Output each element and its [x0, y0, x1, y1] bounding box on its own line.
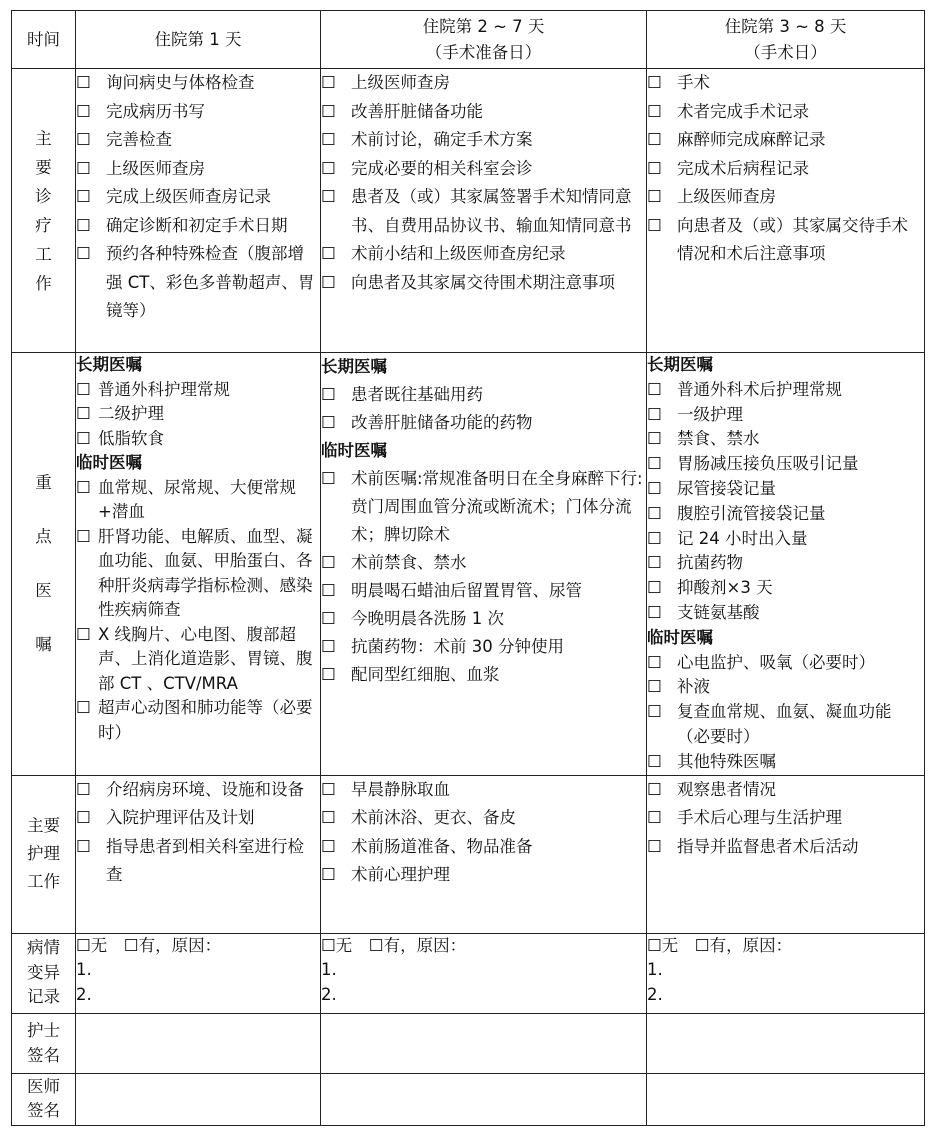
checklist-item[interactable]: ☐ 入院护理评估及计划	[76, 804, 320, 833]
checklist-item[interactable]: ☐ 抑酸剂×3 天	[647, 576, 924, 601]
variation-reason-2[interactable]: 2.	[76, 984, 92, 1004]
variation-options[interactable]: ☐无 ☐有，原因：	[321, 935, 467, 955]
checklist-item[interactable]: ☐ 指导患者到相关科室进行检查	[76, 833, 320, 890]
checklist-item[interactable]: ☐ 术前沐浴、更衣、备皮	[321, 804, 646, 833]
checkbox-icon[interactable]: ☐	[647, 73, 662, 92]
checklist-item[interactable]: ☐ 询问病史与体格检查	[76, 69, 320, 98]
row-doctor-signature	[12, 1073, 925, 1125]
checkbox-icon[interactable]: ☐	[76, 158, 91, 178]
checklist-item[interactable]: ☐ 向患者及（或）其家属交待手术情况和术后注意事项	[647, 212, 924, 269]
checklist-item[interactable]: ☐ 一级护理	[647, 403, 924, 428]
row-main-work	[12, 69, 925, 353]
checkbox-icon[interactable]: ☐	[321, 130, 336, 149]
checkbox-icon[interactable]: ☐	[76, 244, 91, 263]
checkbox-icon[interactable]: ☐	[76, 698, 91, 717]
checklist-item[interactable]: ☐ 术前心理护理	[321, 861, 646, 890]
checklist-item[interactable]: ☐ 完成术后病程记录	[647, 155, 924, 184]
checkbox-icon[interactable]: ☐	[321, 469, 336, 488]
checkbox-icon[interactable]: ☐	[647, 553, 662, 573]
checklist-item[interactable]: ☐ 完善检查	[76, 126, 320, 155]
temporary-orders-title: 临时医嘱	[321, 441, 387, 460]
checkbox-icon[interactable]: ☐	[647, 528, 662, 548]
checkbox-icon[interactable]: ☐	[647, 158, 662, 178]
label-doctor-signature: 医师 签名	[12, 1073, 76, 1125]
checklist-item[interactable]: ☐ 普通外科术后护理常规	[647, 378, 924, 403]
checklist-item[interactable]: ☐ 上级医师查房	[647, 183, 924, 212]
checkbox-icon[interactable]: ☐	[647, 130, 662, 149]
nurse-signature-day1[interactable]	[76, 1013, 321, 1073]
label-main-work: 主 要 诊 疗 工 作	[12, 69, 76, 353]
checklist-item[interactable]: ☐ 腹腔引流管接袋记量	[647, 502, 924, 527]
checklist-item[interactable]: ☐ 预约各种特殊检查（腹部增强 CT、彩色多普勒超声、胃镜等）	[76, 240, 320, 326]
checklist-item[interactable]: ☐ 患者及（或）其家属签署手术知情同意书、自费用品协议书、输血知情同意书	[321, 183, 646, 240]
checkbox-icon[interactable]: ☐	[76, 101, 91, 121]
variation-options[interactable]: ☐无 ☐有，原因：	[647, 935, 793, 955]
checkbox-icon[interactable]: ☐	[647, 429, 662, 449]
checklist-item[interactable]: ☐ 介绍病房环境、设施和设备	[76, 776, 320, 805]
checkbox-icon[interactable]: ☐	[321, 413, 336, 432]
checklist-item[interactable]: ☐ 上级医师查房	[76, 155, 320, 184]
checkbox-icon[interactable]: ☐	[76, 130, 91, 149]
variation-reason-2[interactable]: 2.	[647, 984, 663, 1004]
checkbox-icon[interactable]: ☐	[76, 187, 91, 206]
variation-reason-1[interactable]: 1.	[647, 960, 663, 980]
checkbox-icon[interactable]: ☐	[647, 779, 662, 799]
nurse-signature-day3[interactable]	[647, 1013, 925, 1073]
checklist-item[interactable]: ☐ 上级医师查房	[321, 69, 646, 98]
row-key-orders	[12, 353, 925, 776]
long-term-orders-title: 长期医嘱	[321, 357, 387, 376]
checklist-item[interactable]: ☐ 肝肾功能、电解质、血型、凝血功能、血氨、甲胎蛋白、各种肝炎病毒学指标检测、感染性疾病筛查	[76, 526, 313, 619]
clinical-pathway-table	[11, 10, 925, 1126]
checkbox-icon[interactable]: ☐	[647, 478, 662, 498]
checklist-item[interactable]: ☐ 术前禁食、禁水	[321, 549, 646, 577]
checklist-item[interactable]: ☐ 禁食、禁水	[647, 427, 924, 452]
checkbox-icon[interactable]: ☐	[647, 503, 662, 523]
checklist-item[interactable]: ☐ 麻醉师完成麻醉记录	[647, 126, 924, 155]
header-row	[12, 11, 925, 69]
checklist-item[interactable]: ☐ 支链氨基酸	[647, 601, 924, 626]
variation-reason-1[interactable]: 1.	[321, 960, 337, 980]
checkbox-icon[interactable]: ☐	[647, 602, 662, 622]
checklist-item[interactable]: ☐ 尿管接袋记量	[647, 477, 924, 502]
checklist-item[interactable]: ☐ 血常规、尿常规、大便常规+潜血	[76, 477, 296, 521]
checkbox-icon[interactable]: ☐	[647, 751, 662, 771]
variation-day2[interactable]	[321, 933, 647, 1013]
nurse-signature-day2[interactable]	[321, 1013, 647, 1073]
checklist-item[interactable]: ☐ 今晚明晨各洗肠 1 次	[321, 605, 646, 633]
checkbox-icon[interactable]: ☐	[647, 215, 662, 235]
checklist-item[interactable]: ☐ 低脂软食	[76, 427, 320, 452]
checkbox-icon[interactable]: ☐	[647, 404, 662, 424]
checklist-item[interactable]: ☐ 其他特殊医嘱	[647, 750, 924, 775]
checkbox-icon[interactable]: ☐	[647, 702, 662, 722]
main-work-day3	[647, 69, 925, 353]
nursing-day2	[321, 775, 647, 933]
checklist-item[interactable]: ☐ 改善肝脏储备功能	[321, 98, 646, 127]
checkbox-icon[interactable]: ☐	[76, 526, 91, 546]
checklist-item[interactable]: ☐ X 线胸片、心电图、腹部超声、上消化道造影、胃镜、腹部 CT 、CTV/MRA	[76, 624, 313, 693]
checklist-item[interactable]: ☐ 心电监护、吸氧（必要时）	[647, 651, 924, 676]
checklist-item[interactable]: ☐ 改善肝脏储备功能的药物	[321, 409, 646, 437]
doctor-signature-day3[interactable]	[647, 1073, 925, 1125]
checklist-item[interactable]: ☐ 确定诊断和初定手术日期	[76, 212, 320, 241]
header-day3: 住院第 3 ~ 8 天 （手术日）	[647, 11, 925, 69]
checkbox-icon[interactable]: ☐	[76, 624, 91, 644]
checklist-item[interactable]: ☐ 患者既往基础用药	[321, 381, 646, 409]
checkbox-icon[interactable]: ☐	[321, 865, 336, 885]
variation-day1[interactable]	[76, 933, 321, 1013]
checkbox-icon[interactable]: ☐	[321, 73, 336, 92]
checklist-item[interactable]: ☐ 指导并监督患者术后活动	[647, 833, 924, 862]
checkbox-icon[interactable]: ☐	[76, 215, 91, 235]
checkbox-icon[interactable]: ☐	[647, 652, 662, 672]
checklist-item[interactable]: ☐ 手术后心理与生活护理	[647, 804, 924, 833]
checkbox-icon[interactable]: ☐	[647, 187, 662, 206]
checklist-item[interactable]: ☐ 向患者及其家属交待围术期注意事项	[321, 269, 646, 298]
checklist-item[interactable]: ☐ 胃肠减压接负压吸引记量	[647, 452, 924, 477]
key-orders-day2	[321, 353, 647, 776]
checkbox-icon[interactable]: ☐	[321, 244, 336, 263]
checkbox-icon[interactable]: ☐	[76, 73, 91, 92]
checklist-item[interactable]: ☐ 抗菌药物：术前 30 分钟使用	[321, 633, 646, 661]
checkbox-icon[interactable]: ☐	[321, 272, 336, 292]
checklist-item[interactable]: ☐ 抗菌药物	[647, 551, 924, 576]
checklist-item[interactable]: ☐ 二级护理	[76, 402, 320, 427]
checkbox-icon[interactable]: ☐	[647, 808, 662, 828]
label-nursing: 主要 护理 工作	[12, 775, 76, 933]
key-orders-day1	[76, 353, 321, 776]
checkbox-icon[interactable]: ☐	[321, 808, 336, 828]
checklist-item[interactable]: ☐ 补液	[647, 675, 924, 700]
checkbox-icon[interactable]: ☐	[647, 454, 662, 474]
checkbox-icon[interactable]: ☐	[321, 187, 336, 206]
header-time: 时间	[12, 11, 76, 69]
doctor-signature-day2[interactable]	[321, 1073, 647, 1125]
header-day2: 住院第 2 ~ 7 天 （手术准备日）	[321, 11, 647, 69]
variation-reason-1[interactable]: 1.	[76, 960, 92, 980]
checkbox-icon[interactable]: ☐	[647, 677, 662, 697]
nursing-day1	[76, 775, 321, 933]
row-nurse-signature	[12, 1013, 925, 1073]
label-key-orders: 重 点 医 嘱	[12, 353, 76, 776]
checkbox-icon[interactable]: ☐	[321, 101, 336, 121]
checkbox-icon[interactable]: ☐	[647, 379, 662, 399]
checklist-item[interactable]: ☐ 早晨静脉取血	[321, 776, 646, 805]
checkbox-icon[interactable]: ☐	[76, 477, 91, 497]
checklist-item[interactable]: ☐ 配同型红细胞、血浆	[321, 661, 646, 689]
header-day1: 住院第 1 天	[76, 11, 321, 69]
long-term-orders-title: 长期医嘱	[76, 355, 142, 374]
label-variation: 病情 变异 记录	[12, 933, 76, 1013]
checklist-item[interactable]: ☐ 复查血常规、血氨、凝血功能（必要时）	[647, 702, 892, 746]
checkbox-icon[interactable]: ☐	[321, 637, 336, 656]
doctor-signature-day1[interactable]	[76, 1073, 321, 1125]
temporary-orders-title: 临时医嘱	[76, 453, 142, 472]
checkbox-icon[interactable]: ☐	[321, 836, 336, 856]
label-nurse-signature: 护士 签名	[12, 1013, 76, 1073]
main-work-day2	[321, 69, 647, 353]
checklist-item[interactable]: ☐ 术前讨论，确定手术方案	[321, 126, 646, 155]
checkbox-icon[interactable]: ☐	[76, 808, 91, 828]
checklist-item[interactable]: ☐ 完成病历书写	[76, 98, 320, 127]
checklist-item[interactable]: ☐ 记 24 小时出入量	[647, 527, 924, 552]
checklist-item[interactable]: ☐ 普通外科护理常规	[76, 378, 320, 403]
variation-reason-2[interactable]: 2.	[321, 984, 337, 1004]
temporary-orders-title: 临时医嘱	[647, 627, 713, 647]
checklist-item[interactable]: ☐ 观察患者情况	[647, 776, 924, 805]
checklist-item[interactable]: ☐ 完成上级医师查房记录	[76, 183, 320, 212]
checkbox-icon[interactable]: ☐	[321, 581, 336, 600]
checkbox-icon[interactable]: ☐	[76, 428, 91, 448]
main-work-day1	[76, 69, 321, 353]
checkbox-icon[interactable]: ☐	[76, 836, 91, 856]
checkbox-icon[interactable]: ☐	[647, 101, 662, 121]
variation-options[interactable]: ☐无 ☐有，原因：	[76, 935, 222, 955]
variation-day3[interactable]	[647, 933, 925, 1013]
checklist-item[interactable]: ☐ 超声心动图和肺功能等（必要时）	[76, 698, 313, 742]
checkbox-icon[interactable]: ☐	[321, 158, 336, 178]
checkbox-icon[interactable]: ☐	[76, 779, 91, 799]
checklist-item[interactable]: ☐ 术前医嘱:常规准备明日在全身麻醉下行:贲门周围血管分流或断流术；门体分流术；脾切除术	[321, 465, 646, 549]
checkbox-icon[interactable]: ☐	[76, 404, 91, 423]
checkbox-icon[interactable]: ☐	[647, 578, 662, 598]
nursing-day3	[647, 775, 925, 933]
checklist-item[interactable]: ☐ 术前肠道准备、物品准备	[321, 833, 646, 862]
checklist-item[interactable]: ☐ 术前小结和上级医师查房纪录	[321, 240, 646, 269]
checklist-item[interactable]: ☐ 明晨喝石蜡油后留置胃管、尿管	[321, 577, 646, 605]
checkbox-icon[interactable]: ☐	[321, 665, 336, 684]
checklist-item[interactable]: ☐ 术者完成手术记录	[647, 98, 924, 127]
checkbox-icon[interactable]: ☐	[321, 385, 336, 404]
key-orders-day3	[647, 353, 925, 776]
row-variation	[12, 933, 925, 1013]
checkbox-icon[interactable]: ☐	[647, 836, 662, 856]
checkbox-icon[interactable]: ☐	[321, 553, 336, 572]
checkbox-icon[interactable]: ☐	[321, 779, 336, 799]
checklist-item[interactable]: ☐ 完成必要的相关科室会诊	[321, 155, 646, 184]
row-nursing	[12, 775, 925, 933]
long-term-orders-title: 长期医嘱	[647, 355, 713, 374]
checklist-item[interactable]: ☐ 手术	[647, 69, 924, 98]
checkbox-icon[interactable]: ☐	[321, 609, 336, 628]
checkbox-icon[interactable]: ☐	[76, 379, 91, 399]
